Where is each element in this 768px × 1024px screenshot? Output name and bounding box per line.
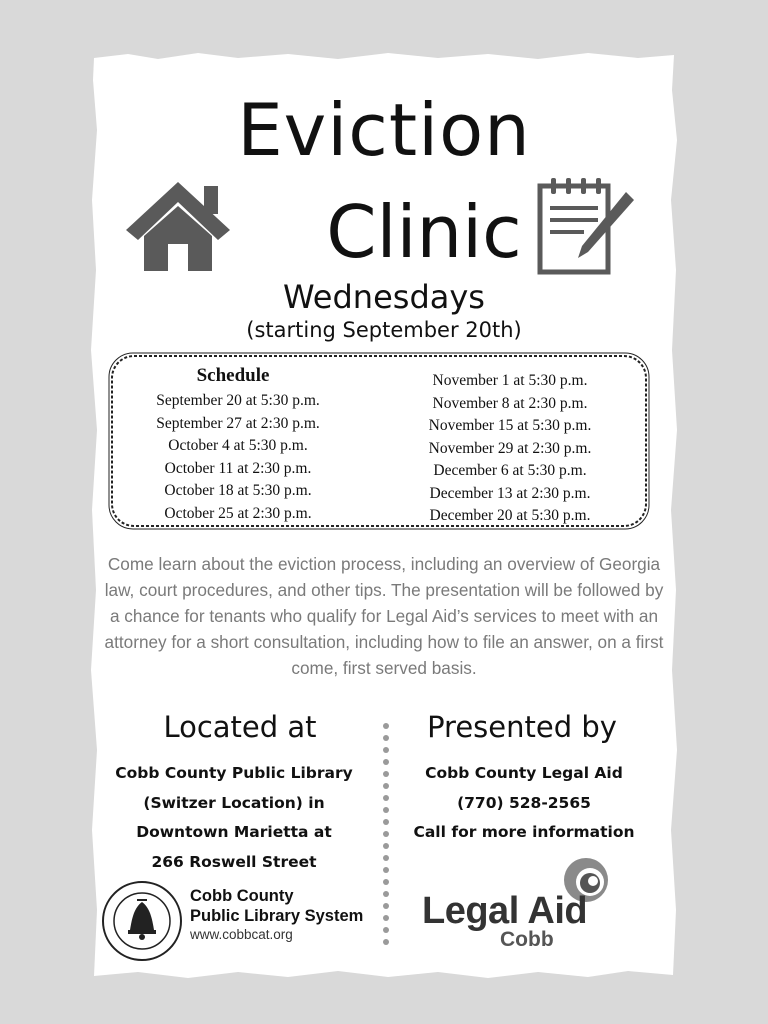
library-logo-text (190, 886, 363, 944)
schedule-date: September 27 at 2:30 p.m. (156, 414, 320, 432)
schedule-box (108, 352, 650, 530)
library-seal-icon (101, 880, 183, 962)
title-clinic: Clinic (326, 190, 522, 274)
notepad-pencil-icon (536, 176, 636, 276)
schedule-date: November 8 at 2:30 p.m. (432, 394, 588, 412)
location-line: (Switzer Location) in (143, 793, 325, 812)
location-line: Cobb County Public Library (115, 764, 353, 782)
library-name-line2: Public Library System (190, 907, 364, 925)
title-eviction: Eviction (237, 88, 531, 172)
subtitle-wednesdays: Wednesdays (283, 278, 485, 316)
schedule-date: November 29 at 2:30 p.m. (428, 439, 592, 457)
library-name-line1: Cobb County (190, 887, 294, 905)
description-text: Come learn about the eviction process, including an overview of Georgia law, court procedures, and other tips. The presentation will be followed by a chance for tenants who qualify for Legal Aid’s services to meet with an attorney for a short consultation, including how to file an answer, on a first come, first served basis. (104, 554, 664, 678)
location-heading: Located at (163, 710, 317, 744)
schedule-date: November 15 at 5:30 p.m. (428, 417, 592, 434)
location-line: Downtown Marietta at (136, 823, 332, 841)
legal-aid-logo (422, 856, 624, 956)
schedule-date: October 18 at 5:30 p.m. (164, 482, 312, 499)
schedule-date: September 20 at 5:30 p.m. (156, 392, 320, 409)
schedule-date: October 4 at 5:30 p.m. (168, 437, 308, 454)
start-date-note: (starting September 20th) (246, 318, 522, 342)
schedule-left-column (128, 390, 348, 525)
location-details (100, 759, 368, 877)
schedule-date: December 20 at 5:30 p.m. (429, 507, 591, 524)
schedule-date: October 11 at 2:30 p.m. (164, 459, 312, 477)
legal-aid-wordmark: Legal Aid (422, 890, 588, 932)
schedule-date: December 6 at 5:30 p.m. (433, 462, 587, 479)
dotted-divider (380, 722, 392, 948)
schedule-date: December 13 at 2:30 p.m. (429, 484, 591, 502)
schedule-date: November 1 at 5:30 p.m. (432, 372, 588, 389)
presenter-line: Call for more information (413, 823, 635, 841)
presenter-line: Cobb County Legal Aid (425, 764, 623, 782)
schedule-date: October 25 at 2:30 p.m. (164, 504, 312, 522)
location-line: 266 Roswell Street (151, 852, 317, 871)
presenter-details (392, 759, 656, 848)
presenter-heading: Presented by (427, 710, 617, 744)
presenter-phone: (770) 528-2565 (457, 793, 591, 812)
library-url: www.cobbcat.org (190, 927, 293, 942)
schedule-right-column (400, 370, 620, 528)
schedule-heading: Schedule (196, 365, 270, 386)
legal-aid-sub: Cobb (500, 928, 554, 951)
house-icon (122, 180, 234, 272)
